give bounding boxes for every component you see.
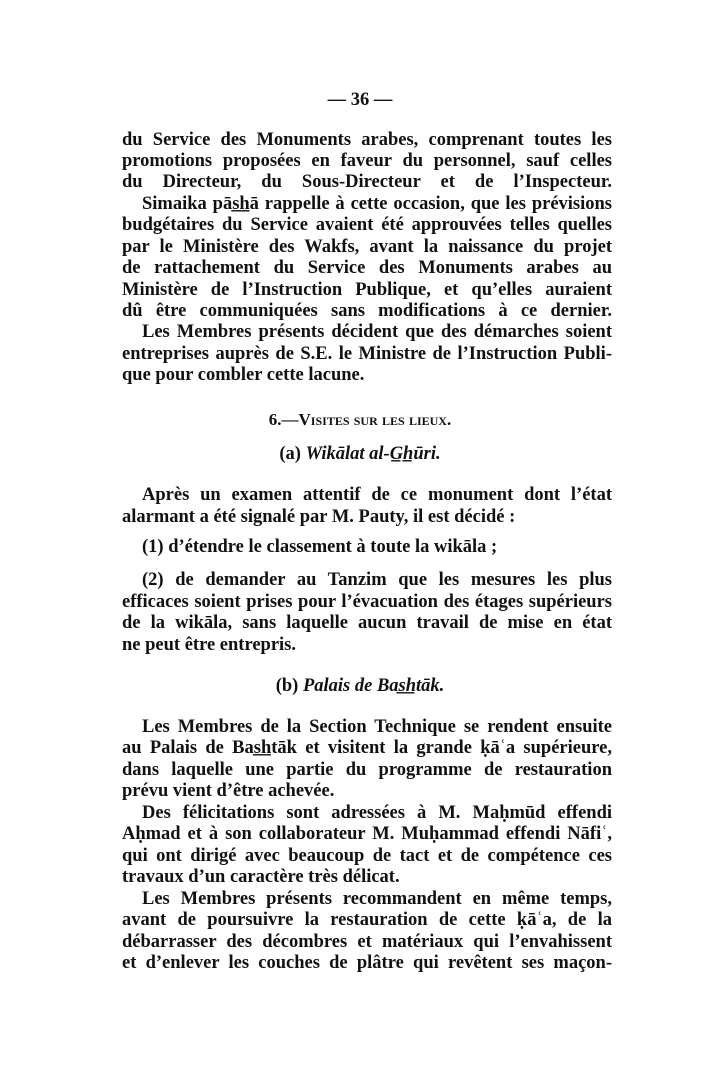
text-line: débarrasser des décombres et matériaux qui l’envahissent — [122, 932, 612, 952]
text-line: de rattachement du Service des Monuments arabes au — [122, 258, 612, 278]
text-line: ne peut être entrepris. — [122, 635, 296, 655]
text-line: de la wikāla, sans laquelle aucun travail de mise en état — [122, 613, 612, 633]
list-item: (1) d’étendre le classement à toute la wikāla ; — [142, 537, 498, 557]
subsection-label: (b) — [275, 676, 299, 696]
text-line: Simaika pās̲h̲ā rappelle à cette occasion, que les prévisions — [142, 194, 612, 214]
text-line: alarmant a été signalé par M. Pauty, il est décidé : — [122, 507, 516, 527]
text-line: Les Membres présents recommandent en même temps, — [142, 889, 612, 909]
text-line: efficaces soient prises pour l’évacuation des étages supérieurs — [122, 592, 612, 612]
text-line: prévu vient d’être achevée. — [122, 781, 335, 801]
text-line: travaux d’un caractère très délicat. — [122, 867, 400, 887]
page-number: — 36 — — [327, 90, 393, 110]
text-line: Ministère de l’Instruction Publique, et qu’elles auraient — [122, 280, 612, 300]
section-heading: 6.—Visites sur les lieux. — [268, 410, 452, 429]
subsection-label: (a) — [279, 444, 301, 464]
text-line: qui ont dirigé avec beaucoup de tact et de compétence ces — [122, 846, 612, 866]
text-line: Des félicitations sont adressées à M. Maḥmūd effendi — [142, 803, 612, 823]
text-line: et d’enlever les couches de plâtre qui revêtent ses maçon- — [122, 953, 612, 973]
text-line: dans laquelle une partie du programme de restauration — [122, 760, 612, 780]
text-line: Les Membres de la Section Technique se rendent ensuite — [142, 717, 612, 737]
text-line: au Palais de Bas̲h̲tāk et visitent la grande ḳāʿa supérieure, — [122, 738, 612, 758]
text-line: avant de poursuivre la restauration de cette ḳāʿa, de la — [122, 910, 612, 930]
text-line: Aḥmad et à son collaborateur M. Muḥammad effendi Nāfiʿ, — [122, 824, 612, 844]
subsection-b-heading — [0, 675, 720, 697]
list-item: (2) de demander au Tanzim que les mesures les plus — [142, 570, 612, 590]
subsection-a-heading — [0, 443, 720, 465]
text-line: Les Membres présents décident que des démarches soient — [142, 322, 612, 342]
text-line: du Directeur, du Sous-Directeur et de l’Inspecteur. — [122, 172, 612, 192]
subsection-title: Wikālat al-G̲h̲ūri. — [305, 444, 441, 464]
text-line: par le Ministère des Wakfs, avant la naissance du projet — [122, 237, 612, 257]
text-line: budgétaires du Service avaient été approuvées telles quelles — [122, 215, 612, 235]
text-line: dû être communiquées sans modifications à ce dernier. — [122, 301, 612, 321]
text-line: du Service des Monuments arabes, comprenant toutes les — [122, 130, 612, 150]
text-line: que pour combler cette lacune. — [122, 365, 365, 385]
text-line: Après un examen attentif de ce monument dont l’état — [142, 485, 612, 505]
subsection-title: Palais de Bas̲h̲tāk. — [302, 676, 445, 696]
text-line: promotions proposées en faveur du personnel, sauf celles — [122, 151, 612, 171]
text-line: entreprises auprès de S.E. le Ministre de l’Instruction Publi- — [122, 344, 612, 364]
